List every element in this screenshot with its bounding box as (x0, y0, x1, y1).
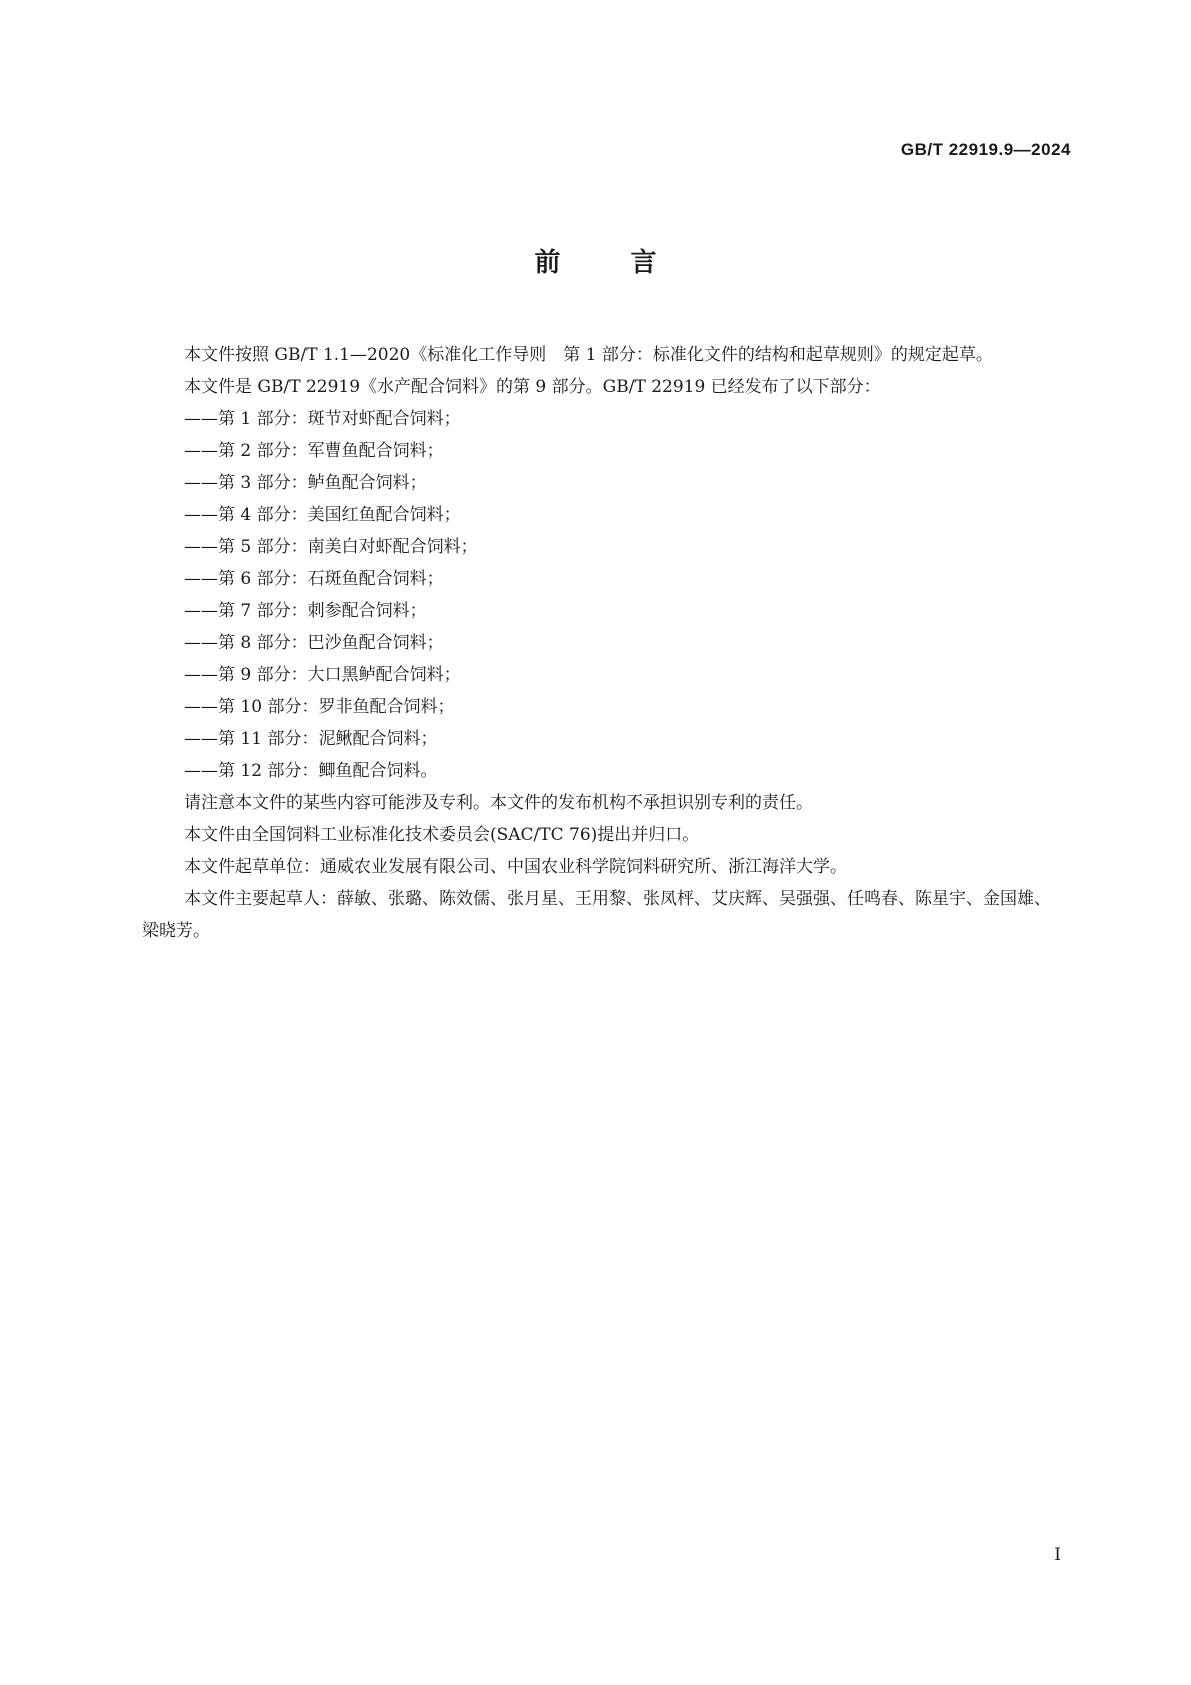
page-title (0, 242, 1191, 279)
list-item: ——第 11 部分：泥鳅配合饲料； (184, 729, 438, 749)
title-char-1: 前 (534, 248, 561, 278)
paragraph-patent-notice: 请注意本文件的某些内容可能涉及专利。本文件的发布机构不承担识别专利的责任。 (184, 793, 813, 813)
page-number: I (1054, 1545, 1061, 1565)
list-item: ——第 8 部分：巴沙鱼配合饲料； (184, 633, 444, 653)
list-item: ——第 6 部分：石斑鱼配合饲料； (184, 569, 444, 589)
paragraph-committee: 本文件由全国饲料工业标准化技术委员会(SAC/TC 76)提出并归口。 (184, 825, 700, 845)
paragraph-drafting-rules: 本文件按照 GB/T 1.1—2020《标准化工作导则 第 1 部分：标准化文件的结构和起草规则》的规定起草。 (184, 345, 993, 365)
list-item: ——第 5 部分：南美白对虾配合饲料； (184, 537, 478, 557)
list-item: ——第 4 部分：美国红鱼配合饲料； (184, 505, 461, 525)
foreword-body (142, 339, 1062, 947)
parts-list (142, 403, 1062, 787)
list-item: ——第 7 部分：刺参配合饲料； (184, 601, 427, 621)
list-item: ——第 2 部分：军曹鱼配合饲料； (184, 441, 444, 461)
list-item: ——第 1 部分：斑节对虾配合饲料； (184, 409, 461, 429)
paragraph-drafters: 本文件主要起草人：薛敏、张璐、陈效儒、张月星、王用黎、张凤枰、艾庆辉、吴强强、任鸣春、陈星宇、金国雄、梁晓芳。 (142, 889, 1051, 941)
document-code: GB/T 22919.9—2024 (900, 140, 1071, 159)
title-char-2: 言 (630, 248, 657, 278)
list-item: ——第 10 部分：罗非鱼配合饲料； (184, 697, 455, 717)
paragraph-drafting-units: 本文件起草单位：通威农业发展有限公司、中国农业科学院饲料研究所、浙江海洋大学。 (184, 857, 847, 877)
list-item: ——第 9 部分：大口黑鲈配合饲料； (184, 665, 461, 685)
paragraph-series-intro: 本文件是 GB/T 22919《水产配合饲料》的第 9 部分。GB/T 22919 已经发布了以下部分： (184, 377, 881, 397)
list-item: ——第 12 部分：鲫鱼配合饲料。 (184, 761, 438, 781)
list-item: ——第 3 部分：鲈鱼配合饲料； (184, 473, 427, 493)
